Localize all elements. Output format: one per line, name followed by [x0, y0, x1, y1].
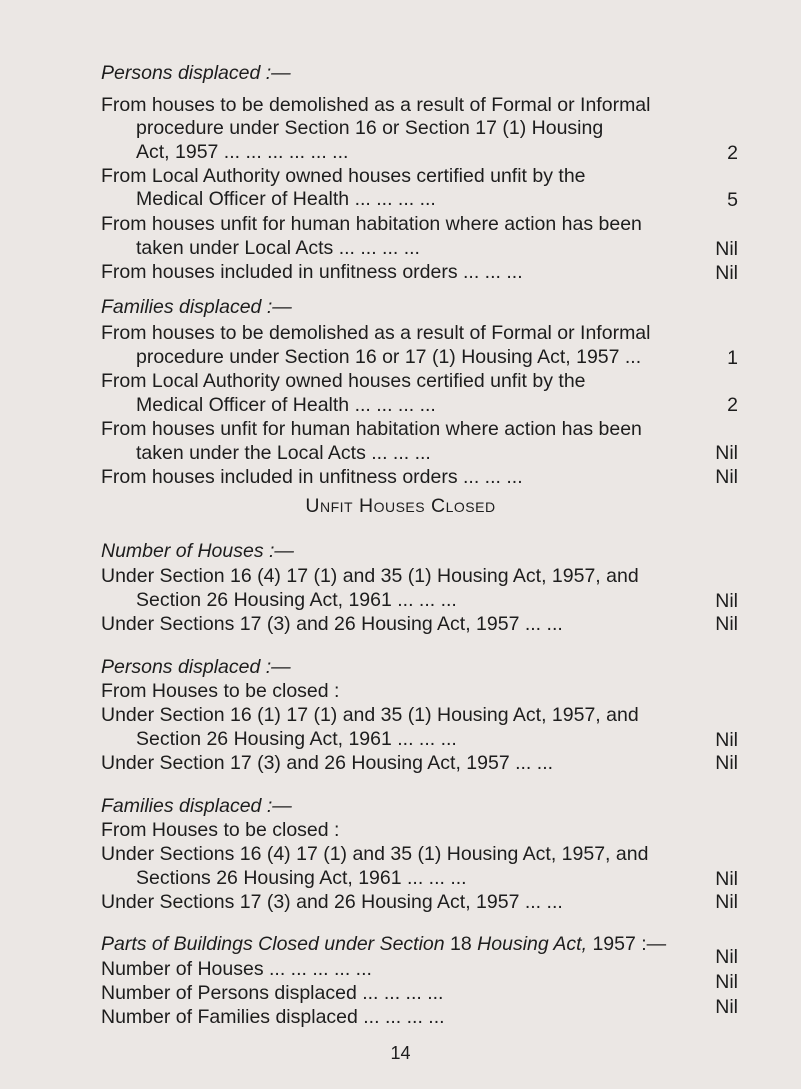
text-line: Section 26 Housing Act, 1961 ... ... ... — [136, 728, 457, 750]
text-line: From Local Authority owned houses certified unfit by the — [101, 165, 586, 187]
value-cell: 2 — [727, 394, 738, 416]
value-cell: Nil — [715, 442, 738, 464]
text-line: From houses unfit for human habitation where action has been — [101, 213, 642, 235]
text-line: Medical Officer of Health ... ... ... ... — [136, 394, 436, 416]
text-line: From houses to be demolished as a result of Formal or Informal — [101, 94, 651, 116]
value-cell: Nil — [715, 752, 738, 774]
subheading: From Houses to be closed : — [101, 819, 340, 841]
text-line: Under Section 16 (1) 17 (1) and 35 (1) Housing Act, 1957, and — [101, 704, 639, 726]
value-cell: Nil — [715, 590, 738, 612]
text-line: Under Section 16 (4) 17 (1) and 35 (1) Housing Act, 1957, and — [101, 565, 639, 587]
text-line: Sections 26 Housing Act, 1961 ... ... ... — [136, 867, 467, 889]
text-line: procedure under Section 16 or 17 (1) Housing Act, 1957 ... — [136, 346, 642, 368]
value-cell: Nil — [715, 891, 738, 913]
value-cell: 1 — [727, 347, 738, 369]
text-line: Under Sections 16 (4) 17 (1) and 35 (1) Housing Act, 1957, and — [101, 843, 649, 865]
text-line: From houses to be demolished as a result of Formal or Informal — [101, 322, 651, 344]
value-cell: Nil — [715, 613, 738, 635]
value-cell: Nil — [715, 868, 738, 890]
value-cell: Nil — [715, 996, 738, 1018]
value-cell: Nil — [715, 262, 738, 284]
section-title: Unfit Houses Closed — [305, 495, 496, 517]
text-line: Act, 1957 ... ... ... ... ... ... — [136, 141, 349, 163]
text-line: From Local Authority owned houses certified unfit by the — [101, 370, 586, 392]
section-heading: Persons displaced :— — [101, 62, 291, 84]
text-line: procedure under Section 16 or Section 17 (1) Housing — [136, 117, 604, 139]
value-cell: 5 — [727, 189, 738, 211]
text-line: Under Section 17 (3) and 26 Housing Act, 1957 ... ... — [101, 752, 554, 774]
text-line: Number of Families displaced ... ... ... ... — [101, 1006, 445, 1028]
text-line: taken under Local Acts ... ... ... ... — [136, 237, 420, 259]
text-line: Medical Officer of Health ... ... ... ... — [136, 188, 436, 210]
value-cell: 2 — [727, 142, 738, 164]
section-heading: Families displaced :— — [101, 296, 292, 318]
text-line: From houses included in unfitness orders ... ... ... — [101, 466, 523, 488]
text-line: taken under the Local Acts ... ... ... — [136, 442, 431, 464]
value-cell: Nil — [715, 729, 738, 751]
section-heading: Number of Houses :— — [101, 540, 294, 562]
heading-part: Parts of Buildings Closed under Section — [101, 933, 445, 955]
page-number: 14 — [390, 1043, 411, 1063]
text-line: From houses unfit for human habitation where action has been — [101, 418, 642, 440]
section-heading — [101, 932, 711, 956]
section-heading: Families displaced :— — [101, 795, 292, 817]
value-cell: Nil — [715, 238, 738, 260]
text-line: Number of Persons displaced ... ... ... ... — [101, 982, 444, 1004]
subheading: From Houses to be closed : — [101, 680, 340, 702]
value-cell: Nil — [715, 466, 738, 488]
text-line: Number of Houses ... ... ... ... ... — [101, 958, 372, 980]
heading-part: Housing Act, — [477, 933, 588, 955]
value-cell: Nil — [715, 971, 738, 993]
text-line: Section 26 Housing Act, 1961 ... ... ... — [136, 589, 457, 611]
text-line: Under Sections 17 (3) and 26 Housing Act, 1957 ... ... — [101, 891, 563, 913]
section-heading: Persons displaced :— — [101, 656, 291, 678]
text-line: From houses included in unfitness orders ... ... ... — [101, 261, 523, 283]
heading-part: 1957 :— — [592, 933, 667, 955]
text-line: Under Sections 17 (3) and 26 Housing Act, 1957 ... ... — [101, 613, 563, 635]
value-cell: Nil — [715, 946, 738, 968]
heading-part: 18 — [450, 933, 472, 955]
